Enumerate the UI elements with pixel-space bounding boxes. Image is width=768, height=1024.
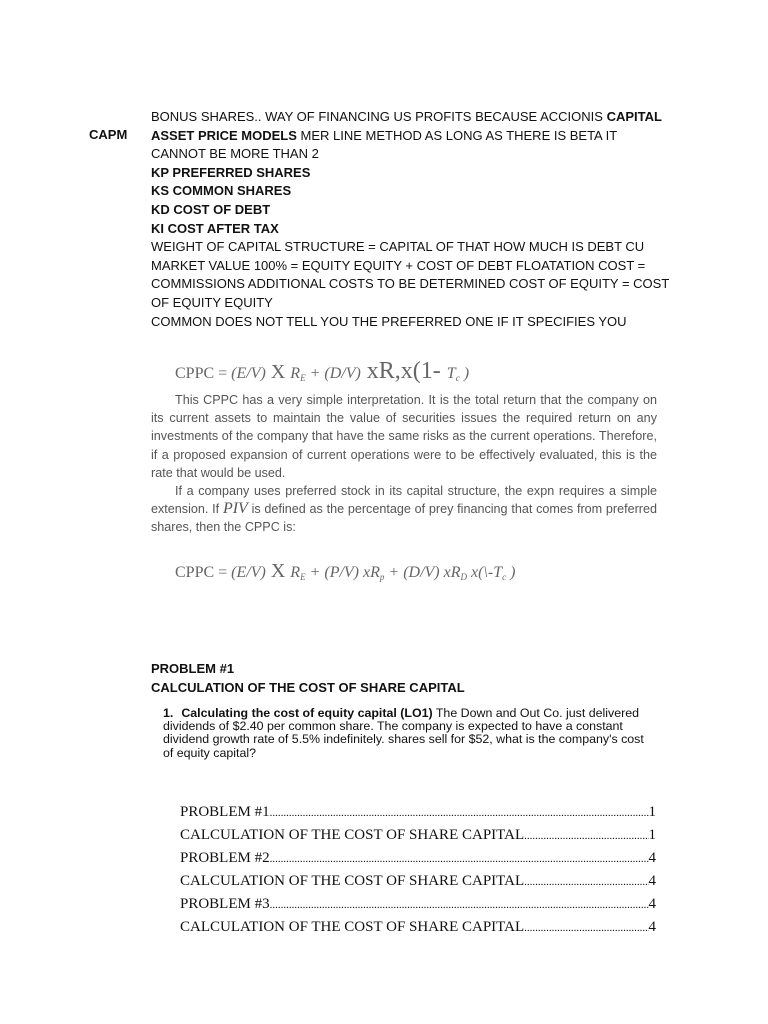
toc-entry-title: CALCULATION OF THE COST OF SHARE CAPITAL xyxy=(180,919,525,935)
notes-line: OF EQUITY EQUITY xyxy=(151,294,273,310)
formula-part: ) xyxy=(459,365,470,382)
formula-subscript: c xyxy=(455,373,460,383)
toc-leader-dots xyxy=(524,876,648,888)
table-of-contents xyxy=(180,804,656,942)
paragraph-text: If a company uses preferred stock in its capital structure, the expn requires a simple extension. If xyxy=(151,484,657,517)
problem-heading xyxy=(151,660,465,697)
toc-leader-dots xyxy=(524,830,648,842)
formula-part: R xyxy=(290,365,301,382)
toc-entry-page: 4 xyxy=(648,919,656,935)
formula-part: (D/V) xyxy=(324,365,361,382)
question-title: Calculating the cost of equity capital (LO1) xyxy=(181,706,433,720)
paragraph: This CPPC has a very simple interpretation. It is the total return that the company on its current assets to maintain the value of securities issues the required return on any investments of the company that have the same risks as the current operations. Therefore, if a proposed expansion of current operations were to be effectively evaluated, this is the rate that would be used. xyxy=(151,393,657,480)
toc-entry-page: 4 xyxy=(648,873,656,889)
toc-entry-title: PROBLEM #1 xyxy=(180,804,270,820)
formula-part: xR xyxy=(439,564,461,581)
toc-entry-page: 1 xyxy=(648,804,656,820)
notes-line: COMMISSIONS ADDITIONAL COSTS TO BE DETERMINED COST OF EQUITY = COST xyxy=(151,276,670,292)
formula-part: T xyxy=(446,365,456,382)
formula-part: R xyxy=(290,564,301,581)
toc-leader-dots xyxy=(270,807,649,819)
formula-part: xR,x(1- xyxy=(360,358,447,384)
toc-entry[interactable] xyxy=(180,827,656,850)
formula-part: (D/V) xyxy=(403,564,440,581)
toc-entry-title: CALCULATION OF THE COST OF SHARE CAPITAL xyxy=(180,827,525,843)
notes-bold-text: KP PREFERRED SHARES xyxy=(151,164,311,180)
paragraph-text: is defined as the percentage of prey financing that comes from preferred shares, then the CPPC is: xyxy=(151,502,657,535)
toc-leader-dots xyxy=(524,922,648,934)
problem-subtitle: CALCULATION OF THE COST OF SHARE CAPITAL xyxy=(151,679,465,695)
notes-text: MER LINE METHOD AS LONG AS THERE IS BETA IT xyxy=(296,127,618,143)
notes-line: COMMON DOES NOT TELL YOU THE PREFERRED ONE IF IT SPECIFIES YOU xyxy=(151,313,627,329)
formula-part: CPPC = xyxy=(175,564,232,581)
formula-part: x(\-T xyxy=(467,564,503,581)
toc-entry[interactable] xyxy=(180,873,656,896)
toc-entry-title: PROBLEM #3 xyxy=(180,896,270,912)
notes-line xyxy=(151,164,661,183)
notes-bold-text: CAPITAL xyxy=(606,109,662,124)
notes-line: MARKET VALUE 100% = EQUITY EQUITY + COST OF DEBT FLOATATION COST = xyxy=(151,257,646,273)
formula-part: + xyxy=(305,365,325,382)
wacc-formula xyxy=(175,358,469,385)
notes-line xyxy=(151,220,661,239)
toc-entry[interactable] xyxy=(180,896,656,919)
formula-part: (P/V) xyxy=(324,564,360,581)
toc-entry-page: 1 xyxy=(648,827,656,843)
formula-subscript: c xyxy=(502,572,507,582)
notes-line xyxy=(151,201,661,220)
formula-part: ) xyxy=(506,564,516,581)
formula-subscript: E xyxy=(300,373,306,383)
toc-entry-title: PROBLEM #2 xyxy=(180,850,270,866)
formula-subscript: p xyxy=(379,572,385,582)
notes-bold-text: ASSET PRICE MODELS xyxy=(151,127,297,143)
interpretation-paragraphs xyxy=(151,391,657,537)
toc-entry-title: CALCULATION OF THE COST OF SHARE CAPITAL xyxy=(180,873,525,889)
formula-part: (E/V) xyxy=(231,365,266,382)
toc-entry-page: 4 xyxy=(648,896,656,912)
toc-entry[interactable] xyxy=(180,804,656,827)
formula-part: X xyxy=(265,361,291,383)
formula-part: CPPC = xyxy=(175,365,232,382)
question-number: 1. xyxy=(163,706,174,720)
notes-bold-text: KI COST AFTER TAX xyxy=(151,220,279,236)
problem-question xyxy=(163,707,653,760)
capm-margin-label: CAPM xyxy=(89,127,128,142)
toc-leader-dots xyxy=(270,899,649,911)
formula-part: xR xyxy=(359,564,380,581)
question-text: The Down and Out Co. just delivered dividends of $2.40 per common share. The company is expected to have a constant dividend growth rate of 5.5% indefinitely. shares sell for $52, what is the company's cost of equity capital? xyxy=(163,706,644,760)
formula-part: + xyxy=(305,564,325,581)
piv-symbol: PIV xyxy=(222,500,248,518)
notes-line xyxy=(151,127,661,146)
toc-entry-page: 4 xyxy=(648,850,656,866)
notes-block xyxy=(151,108,670,331)
formula-part: X xyxy=(265,560,291,582)
formula-subscript: D xyxy=(460,572,467,582)
notes-bold-text: KD COST OF DEBT xyxy=(151,201,271,217)
notes-line xyxy=(151,182,661,201)
notes-line: WEIGHT OF CAPITAL STRUCTURE = CAPITAL OF THAT HOW MUCH IS DEBT CU xyxy=(151,239,645,255)
formula-part: (E/V) xyxy=(231,564,266,581)
toc-entry[interactable] xyxy=(180,919,656,942)
wacc-preferred-formula xyxy=(175,560,515,583)
formula-subscript: E xyxy=(300,572,306,582)
paragraph xyxy=(151,482,657,537)
problem-title: PROBLEM #1 xyxy=(151,661,235,676)
toc-entry[interactable] xyxy=(180,850,656,873)
notes-bold-text: KS COMMON SHARES xyxy=(151,183,292,199)
notes-line: CANNOT BE MORE THAN 2 xyxy=(151,146,319,162)
notes-text: BONUS SHARES.. WAY OF FINANCING US PROFITS BECAUSE ACCIONIS xyxy=(151,109,607,124)
formula-part: + xyxy=(384,564,404,581)
notes-line xyxy=(151,108,661,127)
toc-leader-dots xyxy=(270,853,649,865)
